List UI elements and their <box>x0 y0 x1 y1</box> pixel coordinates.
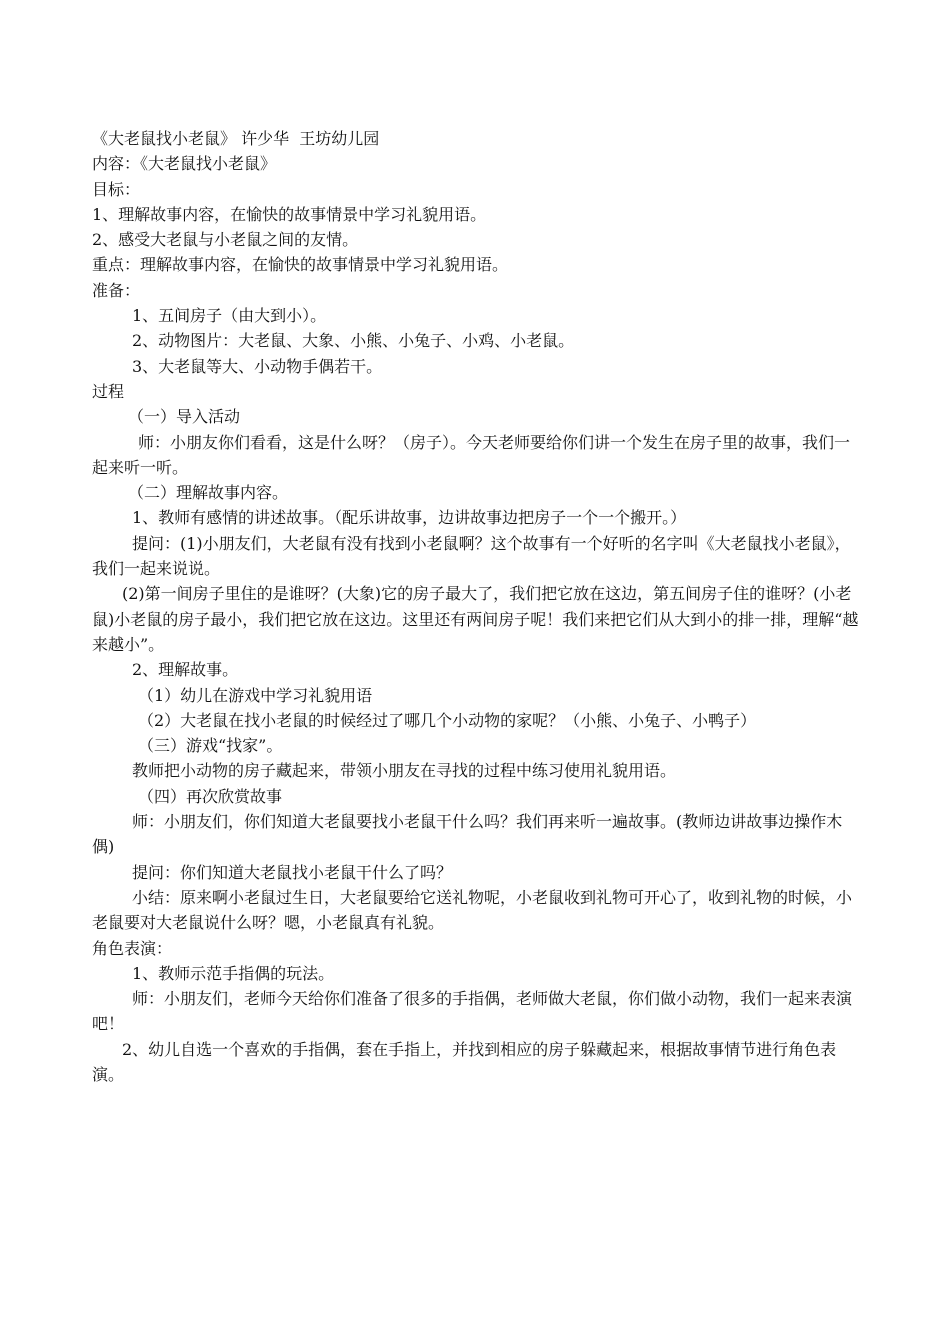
process-heading: 过程 <box>92 381 125 401</box>
doc-title: 《大老鼠找小老鼠》 许少华 王坊幼儿园 <box>92 129 380 148</box>
sub-item: （2）大老鼠在找小老鼠的时候经过了哪几个小动物的家呢？（小熊、小兔子、小鸭子） <box>138 710 757 730</box>
content-line: 内容：《大老鼠找小老鼠》 <box>92 154 277 174</box>
section-heading: （一）导入活动 <box>128 407 241 427</box>
section-heading: （二）理解故事内容。 <box>128 483 289 503</box>
preparation-item: 3、大老鼠等大、小动物手偶若干。 <box>132 356 383 376</box>
goals-heading: 目标： <box>92 179 141 199</box>
preparation-heading: 准备： <box>92 280 141 300</box>
paragraph: 师：小朋友们，老师今天给你们准备了很多的手指偶，老师做大老鼠，你们做小动物，我们一起来表演吧！ <box>92 989 853 1034</box>
role-play-heading: 角色表演： <box>92 938 173 958</box>
paragraph: 小结：原来啊小老鼠过生日，大老鼠要给它送礼物呢，小老鼠收到礼物可开心了，收到礼物的时候，小老鼠要对大老鼠说什么呀？嗯，小老鼠真有礼貌。 <box>92 887 853 933</box>
goal-item: 1、理解故事内容，在愉快的故事情景中学习礼貌用语。 <box>92 204 487 224</box>
document-body <box>92 126 864 1087</box>
paragraph: 师：小朋友们，你们知道大老鼠要找小老鼠干什么吗？我们再来听一遍故事。(教师边讲故事边操作木偶) <box>92 812 843 857</box>
paragraph: 师：小朋友你们看看，这是什么呀？（房子）。今天老师要给你们讲一个发生在房子里的故事，我们一起来听一听。 <box>92 432 851 477</box>
paragraph: 1、教师示范手指偶的玩法。 <box>132 963 335 983</box>
paragraph: 1、教师有感情的讲述故事。（配乐讲故事，边讲故事边把房子一个一个搬开。） <box>132 508 687 528</box>
key-point: 重点：理解故事内容，在愉快的故事情景中学习礼貌用语。 <box>92 255 509 275</box>
sub-item: （1）幼儿在游戏中学习礼貌用语 <box>138 685 373 705</box>
paragraph: 提问：你们知道大老鼠找小老鼠干什么了吗？ <box>132 862 453 882</box>
paragraph: 提问：(1)小朋友们，大老鼠有没有找到小老鼠啊？这个故事有一个好听的名字叫《大老鼠找小老鼠》，我们一起来说说。 <box>92 533 851 579</box>
preparation-item: 1、五间房子（由大到小）。 <box>132 306 327 326</box>
preparation-item: 2、动物图片：大老鼠、大象、小熊、小兔子、小鸡、小老鼠。 <box>132 331 575 351</box>
goal-item: 2、感受大老鼠与小老鼠之间的友情。 <box>92 230 359 250</box>
section-heading: （四）再次欣赏故事 <box>138 786 283 806</box>
section-heading: （三）游戏“找家”。 <box>138 736 283 756</box>
paragraph: (2)第一间房子里住的是谁呀？(大象)它的房子最大了，我们把它放在这边，第五间房子住的谁呀？(小老鼠)小老鼠的房子最小，我们把它放在这边。这里还有两间房子呢！我们来把它们从大到小的排一排，理解“越来越小”。 <box>92 584 859 654</box>
paragraph: 教师把小动物的房子藏起来，带领小朋友在寻找的过程中练习使用礼貌用语。 <box>132 761 677 781</box>
section-heading: 2、理解故事。 <box>132 660 239 680</box>
paragraph: 2、幼儿自选一个喜欢的手指偶，套在手指上，并找到相应的房子躲藏起来，根据故事情节进行角色表演。 <box>92 1039 837 1084</box>
